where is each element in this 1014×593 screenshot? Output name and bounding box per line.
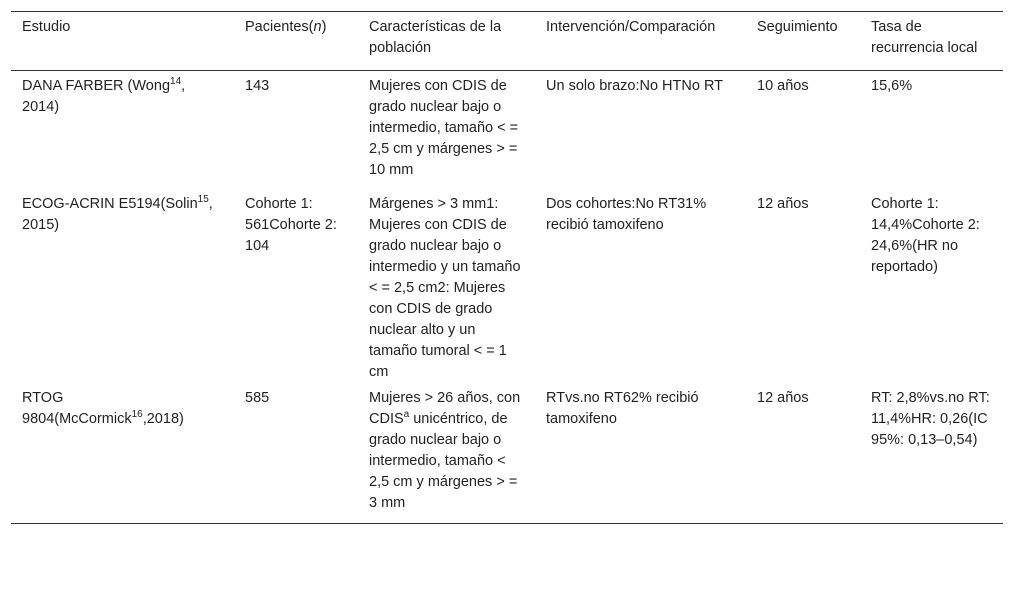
cell-study: ECOG-ACRIN E5194(Solin$^{15}$, 2015) xyxy=(22,194,213,233)
cell-recurrence: RT: 2,8%vs.no RT: 11,4%HR: 0,26(IC 95%: 0,13–0,54) xyxy=(860,383,1003,524)
cell-patients: 585 xyxy=(234,383,358,524)
table-row xyxy=(11,383,1003,524)
cell-study: DANA FARBER (Wong$^{14}$, 2014) xyxy=(22,76,186,115)
cell-patients: 143 xyxy=(245,78,270,94)
header-patients: Pacientes(n) xyxy=(234,12,358,71)
cell-followup: 12 años xyxy=(746,383,860,524)
cell-recurrence: 15,6% xyxy=(871,78,913,94)
studies-table xyxy=(11,11,1003,524)
table-header-row xyxy=(11,12,1003,71)
cell-population: Márgenes > 3 mm1: Mujeres con CDIS de grado nuclear bajo o intermedio y un tamaño < = 2,5 cm2: Mujeres con CDIS de grado nuclear alto y un tamaño tumoral < = 1 cm xyxy=(369,196,521,380)
cell-followup: 10 años xyxy=(757,78,809,94)
header-intervention: Intervención/Comparación xyxy=(535,12,746,71)
header-population: Características de la población xyxy=(358,12,535,71)
table-row xyxy=(11,189,1003,383)
cell-intervention: Dos cohortes:No RT31% recibió tamoxifeno xyxy=(546,196,707,233)
cell-study: RTOG 9804(McCormick$^{16}$,2018) xyxy=(11,383,234,524)
header-study: Estudio xyxy=(11,12,234,71)
results-table-container xyxy=(11,11,1003,524)
cell-population: Mujeres > 26 años, con CDIS$^a$ unicéntrico, de grado nuclear bajo o intermedio, tamaño < 2,5 cm y márgenes > = 3 mm xyxy=(358,383,535,524)
table-row xyxy=(11,71,1003,190)
cell-intervention: RTvs.no RT62% recibió tamoxifeno xyxy=(535,383,746,524)
cell-followup: 12 años xyxy=(757,196,809,212)
header-recurrence: Tasa de recurrencia local xyxy=(860,12,1003,71)
cell-recurrence: Cohorte 1: 14,4%Cohorte 2: 24,6%(HR no reportado) xyxy=(871,196,980,275)
cell-patients: Cohorte 1: 561Cohorte 2: 104 xyxy=(245,196,337,254)
cell-population: Mujeres con CDIS de grado nuclear bajo o intermedio, tamaño < = 2,5 cm y márgenes > = 10 mm xyxy=(369,78,519,178)
header-followup: Seguimiento xyxy=(746,12,860,71)
cell-intervention: Un solo brazo:No HTNo RT xyxy=(546,78,724,94)
